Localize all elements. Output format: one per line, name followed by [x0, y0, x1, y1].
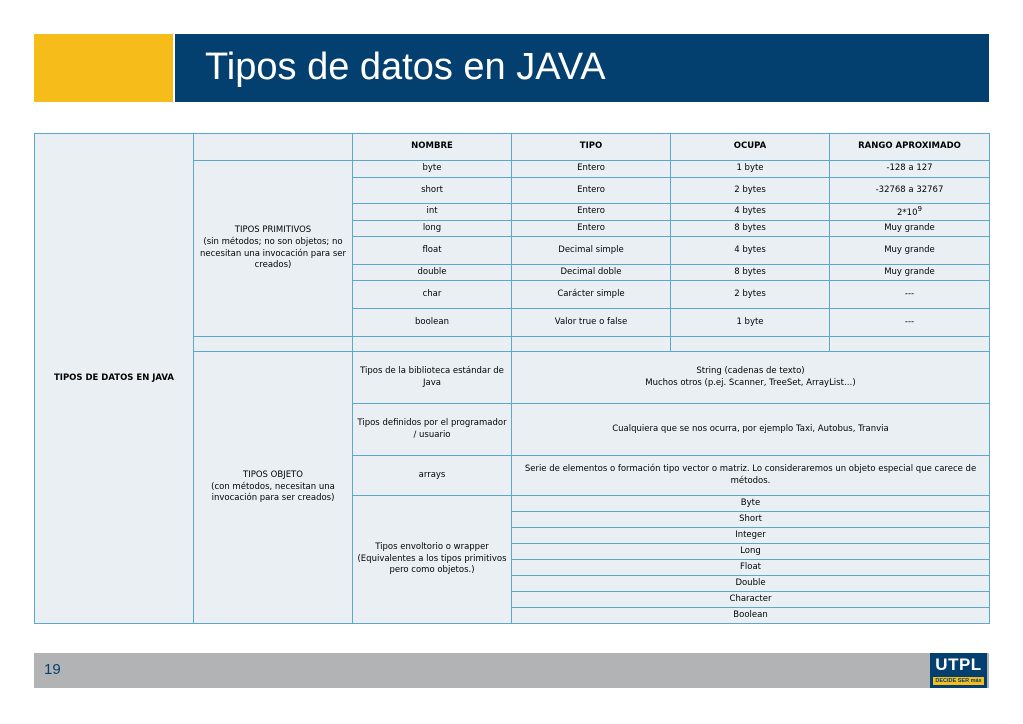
title-bar	[175, 34, 989, 102]
range-base: 2*10	[897, 207, 918, 218]
wrapper-item: Long	[512, 544, 990, 560]
cell-size: 1 byte	[671, 309, 830, 337]
stdlib-desc: String (cadenas de texto) Muchos otros (p.ej. Scanner, TreeSet, ArrayList…)	[512, 352, 990, 404]
cell-range: ---	[830, 309, 990, 337]
cell-type: Decimal simple	[512, 237, 671, 265]
wrapper-item: Float	[512, 560, 990, 576]
empty-cell	[194, 337, 353, 352]
cell-size: 4 bytes	[671, 237, 830, 265]
empty-cell	[353, 337, 512, 352]
header-name: NOMBRE	[353, 134, 512, 161]
arrays-name: arrays	[353, 456, 512, 496]
title-accent-block	[34, 34, 173, 102]
wrappers-name: Tipos envoltorio o wrapper (Equivalentes a los tipos primitivos pero como objetos.)	[353, 496, 512, 624]
cell-type: Entero	[512, 178, 671, 204]
wrapper-item: Byte	[512, 496, 990, 512]
cell-range: Muy grande	[830, 221, 990, 237]
cell-name: byte	[353, 161, 512, 178]
wrapper-item: Short	[512, 512, 990, 528]
category-cell: TIPOS DE DATOS EN JAVA	[35, 134, 194, 624]
cell-range: -128 a 127	[830, 161, 990, 178]
cell-type: Entero	[512, 161, 671, 178]
logo-tagline: DECIDE SER más	[935, 678, 982, 684]
cell-name: int	[353, 204, 512, 221]
cell-name: short	[353, 178, 512, 204]
utpl-logo	[930, 653, 987, 688]
cell-size: 2 bytes	[671, 178, 830, 204]
arrays-desc: Serie de elementos o formación tipo vector o matriz. Lo consideraremos un objeto especial que carece de métodos.	[512, 456, 990, 496]
cell-size: 4 bytes	[671, 204, 830, 221]
header-row	[35, 134, 990, 161]
data-types-table	[34, 133, 990, 624]
cell-range: ---	[830, 281, 990, 309]
header-size: OCUPA	[671, 134, 830, 161]
cell-range	[830, 204, 990, 221]
header-type: TIPO	[512, 134, 671, 161]
cell-name: float	[353, 237, 512, 265]
cell-type: Carácter simple	[512, 281, 671, 309]
cell-type: Decimal doble	[512, 265, 671, 281]
wrapper-item: Integer	[512, 528, 990, 544]
cell-range: -32768 a 32767	[830, 178, 990, 204]
page-number: 19	[44, 661, 61, 678]
footer-bar	[34, 653, 989, 688]
empty-cell	[512, 337, 671, 352]
primitives-label: TIPOS PRIMITIVOS (sin métodos; no son objetos; no necesitan una invocación para ser creados)	[194, 161, 353, 337]
header-range: RANGO APROXIMADO	[830, 134, 990, 161]
range-exponent: 9	[917, 204, 922, 214]
logo-text: UTPL	[935, 655, 982, 674]
logo-strip	[933, 677, 984, 685]
slide-title: Tipos de datos en JAVA	[205, 46, 606, 88]
user-defined-name: Tipos definidos por el programador / usuario	[353, 404, 512, 456]
wrapper-item: Double	[512, 576, 990, 592]
cell-name: double	[353, 265, 512, 281]
cell-type: Entero	[512, 204, 671, 221]
user-defined-desc: Cualquiera que se nos ocurra, por ejemplo Taxi, Autobus, Tranvia	[512, 404, 990, 456]
cell-range: Muy grande	[830, 237, 990, 265]
cell-type: Entero	[512, 221, 671, 237]
cell-size: 2 bytes	[671, 281, 830, 309]
stdlib-name: Tipos de la biblioteca estándar de Java	[353, 352, 512, 404]
empty-cell	[830, 337, 990, 352]
objects-label: TIPOS OBJETO (con métodos, necesitan una invocación para ser creados)	[194, 352, 353, 624]
cell-size: 8 bytes	[671, 221, 830, 237]
cell-name: long	[353, 221, 512, 237]
cell-range: Muy grande	[830, 265, 990, 281]
wrapper-item: Boolean	[512, 608, 990, 624]
wrapper-item: Character	[512, 592, 990, 608]
header-empty-cell	[194, 134, 353, 161]
empty-cell	[671, 337, 830, 352]
cell-name: char	[353, 281, 512, 309]
cell-size: 1 byte	[671, 161, 830, 178]
cell-name: boolean	[353, 309, 512, 337]
cell-type: Valor true o false	[512, 309, 671, 337]
cell-size: 8 bytes	[671, 265, 830, 281]
